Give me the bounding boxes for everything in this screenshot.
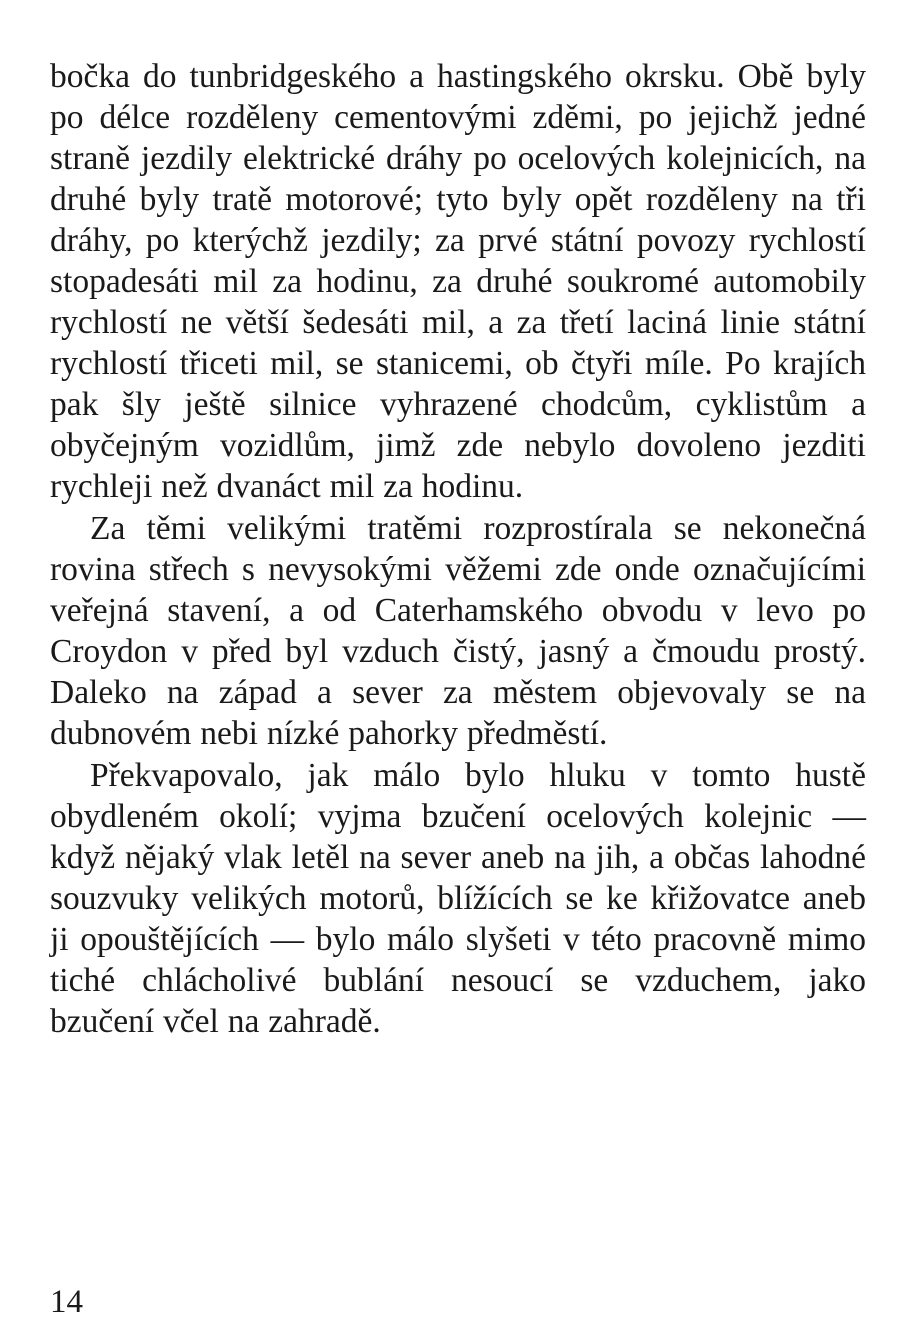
paragraph-2: Za těmi velikými tratěmi rozprostírala se nekonečná rovina střech s nevysokými věžemi zde onde označujícími veřejná stavení, a od Caterhamského obvodu v levo po Croydon v před byl vzduch čistý, jasný a čmoudu prostý. Daleko na západ a sever za městem objevovaly se na dubnovém nebi nízké pahorky předměstí.	[50, 510, 866, 752]
page-number: 14	[50, 1284, 83, 1320]
paragraph-3: Překvapovalo, jak málo bylo hluku v tomto hustě obydleném okolí; vyjma bzučení ocelových kolejnic — když nějaký vlak letěl na sever aneb na jih, a občas lahodné souzvuky velikých motorů, blížících se ke křižovatce aneb ji opouštějících — bylo málo slyšeti v této pracovně mimo tiché chlácholivé bublání nesoucí se vzduchem, jako bzučení včel na zahradě.	[50, 757, 866, 1040]
page-text-body	[50, 56, 866, 1043]
paragraph-1: bočka do tunbridgeského a hastingského okrsku. Obě byly po délce rozděleny cementovými zděmi, po jejichž jedné straně jezdily elektrické dráhy po ocelových kolejnicích, na druhé byly tratě motorové; tyto byly opět rozděleny na tři dráhy, po kterýchž jezdily; za prvé státní povozy rychlostí stopadesáti mil za hodinu, za druhé soukromé automobily rychlostí ne větší šedesáti mil, a za třetí laciná linie státní rychlostí třiceti mil, se stanicemi, ob čtyři míle. Po krajích pak šly ještě silnice vyhrazené chodcům, cyklistům a obyčejným vozidlům, jimž zde nebylo dovoleno jezditi rychleji než dvanáct mil za hodinu.	[50, 58, 866, 505]
